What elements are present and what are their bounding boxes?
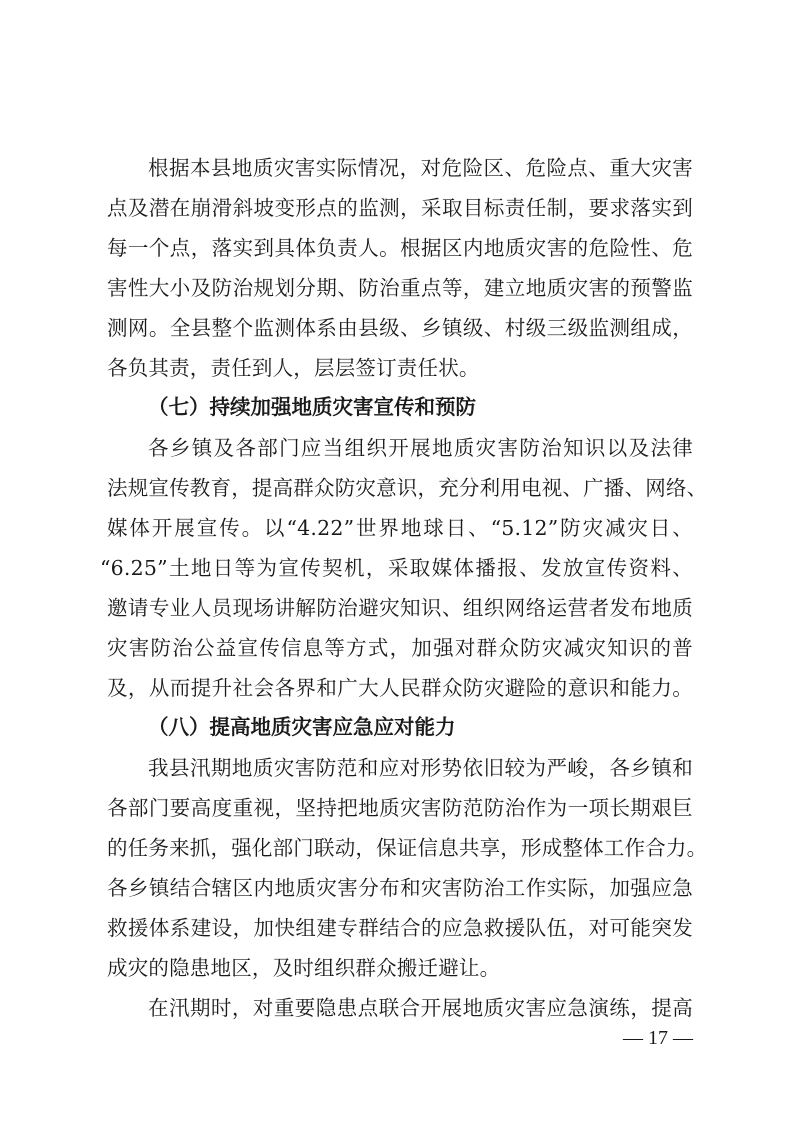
page-number: — 17 —: [623, 1027, 693, 1049]
section-heading-7: （七）持续加强地质灾害宣传和预防: [148, 395, 476, 419]
paragraph-3-line: 各部门要高度重视，坚持把地质灾害防范防治作为一项长期艰巨: [107, 796, 693, 820]
paragraph-2-line: 邀请专业人员现场讲解防治避灾知识、组织网络运营者发布地质: [107, 596, 693, 620]
paragraph-1-line: 害性大小及防治规划分期、防治重点等，建立地质灾害的预警监: [107, 276, 693, 300]
paragraph-3-line: 救援体系建设，加快组建专群结合的应急救援队伍，对可能突发: [107, 916, 693, 940]
paragraph-2-line: 及，从而提升社会各界和广大人民群众防灾避险的意识和能力。: [107, 676, 693, 700]
paragraph-2-line: 媒体开展宣传。以“4.22”世界地球日、“5.12”防灾减灾日、: [107, 516, 693, 540]
paragraph-2-line: 灾害防治公益宣传信息等方式，加强对群众防灾减灾知识的普: [107, 636, 693, 660]
paragraph-3-line: 各乡镇结合辖区内地质灾害分布和灾害防治工作实际，加强应急: [107, 876, 693, 900]
paragraph-2-line: 各乡镇及各部门应当组织开展地质灾害防治知识以及法律: [148, 436, 693, 460]
paragraph-3-line: 成灾的隐患地区，及时组织群众搬迁避让。: [107, 956, 501, 980]
paragraph-2-line: “6.25”土地日等为宣传契机，采取媒体播报、发放宣传资料、: [100, 556, 693, 580]
paragraph-1-line: 根据本县地质灾害实际情况，对危险区、危险点、重大灾害: [148, 156, 693, 180]
paragraph-1-line: 测网。全县整个监测体系由县级、乡镇级、村级三级监测组成，: [107, 316, 693, 340]
paragraph-3-line: 我县汛期地质灾害防范和应对形势依旧较为严峻，各乡镇和: [148, 756, 693, 780]
paragraph-3-line: 的任务来抓，强化部门联动，保证信息共享，形成整体工作合力。: [107, 836, 708, 860]
section-heading-8: （八）提高地质灾害应急应对能力: [148, 715, 456, 739]
paragraph-4-line: 在汛期时，对重要隐患点联合开展地质灾害应急演练，提高: [148, 996, 693, 1020]
paragraph-2-line: 法规宣传教育，提高群众防灾意识，充分利用电视、广播、网络、: [107, 476, 708, 500]
paragraph-1-line: 点及潜在崩滑斜坡变形点的监测，采取目标责任制，要求落实到: [107, 196, 693, 220]
paragraph-1-line: 每一个点，落实到具体负责人。根据区内地质灾害的危险性、危: [107, 236, 693, 260]
paragraph-1-line: 各负其责，责任到人，层层签订责任状。: [107, 356, 480, 380]
